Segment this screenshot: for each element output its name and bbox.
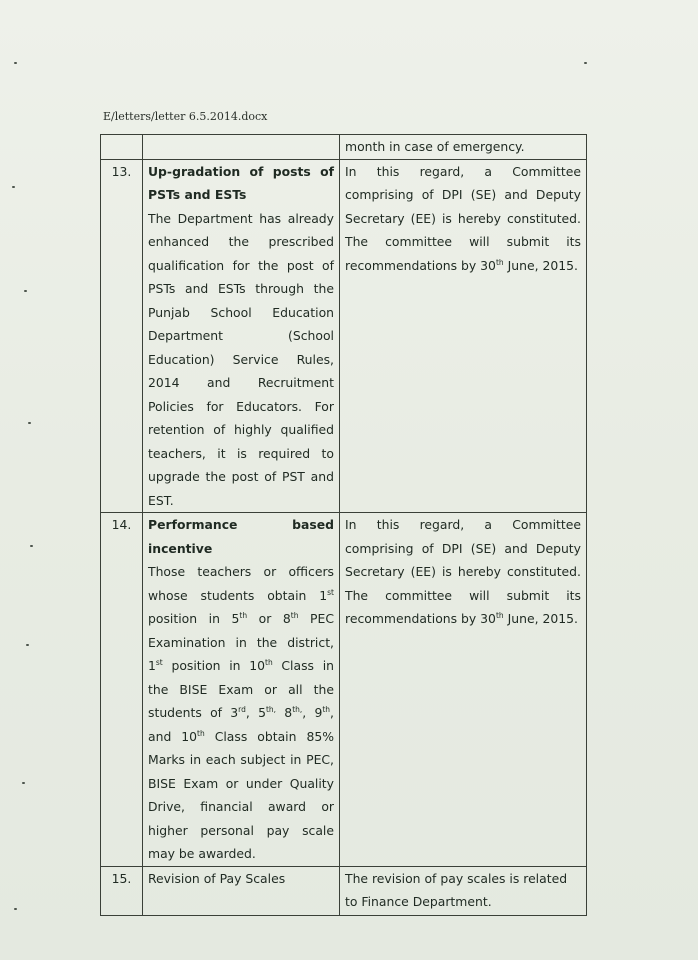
decision-table [100, 134, 587, 916]
body-fragment: , 9 [302, 705, 323, 720]
scan-speck [30, 545, 33, 547]
body-fragment: , 5 [245, 705, 266, 720]
row-heading-line1 [148, 513, 334, 537]
heading-word-based: based [292, 517, 334, 532]
response-cell [340, 866, 587, 915]
body-superscript: th [265, 658, 273, 667]
table-row-continuation [101, 135, 587, 160]
row-body-text [148, 564, 334, 861]
response-text-part2: June, 2015. [503, 611, 578, 626]
body-fragment: Class in the BISE Exam or all the students of 3 [148, 658, 334, 720]
scan-speck [26, 644, 29, 646]
body-superscript: st [327, 587, 334, 597]
body-superscript: st [155, 658, 163, 667]
row-number: 14. [101, 513, 143, 867]
table-row-14 [101, 513, 587, 867]
response-text-part1: In this regard, a Committee comprising of DPI (SE) and Deputy Secretary (EE) is hereby constituted. The committee will submit its recommendations by 30 [345, 163, 581, 273]
scan-speck [24, 290, 27, 292]
response-superscript: th [495, 611, 504, 620]
row-number: 13. [101, 159, 143, 513]
body-fragment: 8 [276, 705, 293, 720]
row-heading: Revision of Pay Scales [148, 870, 286, 886]
row-heading-line1: Up-gradation of posts of [148, 163, 334, 179]
table-row-15 [101, 866, 587, 915]
heading-word-performance: Performance [148, 517, 238, 532]
body-superscript: th, [265, 705, 277, 714]
body-superscript: th [239, 611, 248, 620]
body-superscript: th [322, 705, 331, 714]
scan-speck [22, 782, 25, 784]
response-cell [340, 135, 587, 160]
scan-speck [28, 422, 31, 424]
number-cell [101, 135, 143, 160]
continuation-text: month in case of emergency. [345, 139, 525, 154]
body-fragment: position in 5 [148, 611, 240, 626]
body-fragment: or 8 [247, 611, 291, 626]
body-superscript: rd [238, 705, 246, 714]
body-fragment: Those teachers or officers whose students obtain 1 [148, 564, 334, 603]
body-fragment: position in 10 [162, 658, 265, 673]
description-cell [143, 135, 340, 160]
body-fragment: Class obtain 85% Marks in each subject in PEC, BISE Exam or under Quality Drive, financial award or higher personal pay scale may be awarded. [148, 728, 334, 861]
scan-speck [584, 62, 587, 64]
response-cell [340, 513, 587, 867]
table-row-13 [101, 159, 587, 513]
scan-speck [14, 62, 17, 64]
body-superscript: th [197, 728, 205, 738]
response-cell [340, 159, 587, 513]
description-cell [143, 866, 340, 915]
body-superscript: th [290, 611, 299, 620]
body-superscript: th, [292, 705, 303, 714]
row-body-text: The Department has already enhanced the prescribed qualification for the post of PSTs and ESTs through the Punjab School Education Department (School Education) Service Rules, 2014 and Recruitment Policies for Educators. For retention of highly qualified teachers, it is required to upgrade the post of PST and EST. [148, 210, 334, 508]
body-fragment: PEC Examination in the district, 1 [148, 611, 334, 673]
response-text-part1: In this regard, a Committee comprising of DPI (SE) and Deputy Secretary (EE) is hereby constituted. The committee will submit its recommendations by 30 [345, 517, 581, 626]
scan-speck [12, 186, 15, 188]
description-cell [143, 513, 340, 867]
scan-speck [14, 908, 17, 910]
response-text-part2: June, 2015. [503, 257, 578, 273]
description-cell [143, 159, 340, 513]
row-heading-line2: incentive [148, 540, 213, 556]
row-number: 15. [101, 866, 143, 915]
body-fragment: , and 10 [148, 705, 334, 744]
row-heading-line2: PSTs and ESTs [148, 187, 247, 202]
file-path-header: E/letters/letter 6.5.2014.docx [103, 110, 268, 123]
response-superscript: th [495, 257, 504, 267]
response-text: The revision of pay scales is related to Finance Department. [345, 870, 568, 909]
